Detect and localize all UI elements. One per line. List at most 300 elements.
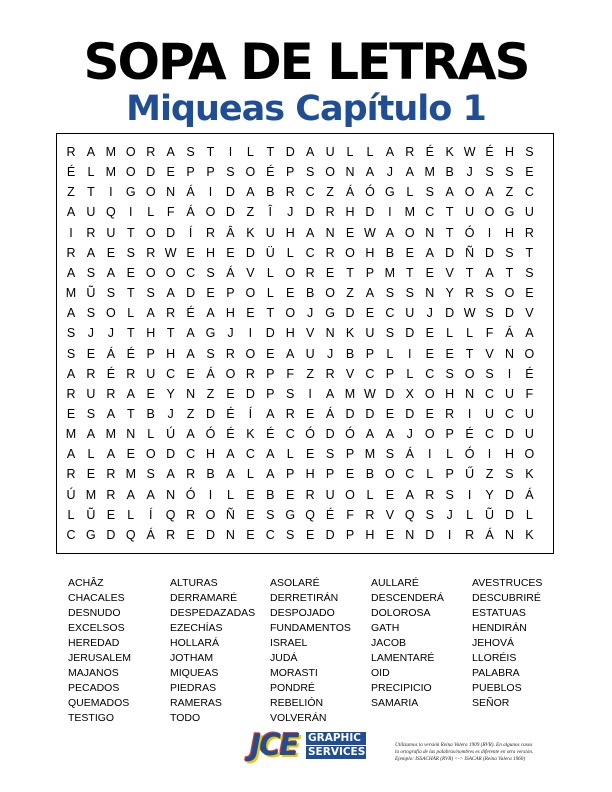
grid-cell[interactable]: A xyxy=(405,487,414,502)
grid-cell[interactable]: Ó xyxy=(205,427,216,442)
grid-cell[interactable]: Ó xyxy=(185,487,196,502)
grid-cell[interactable]: N xyxy=(166,185,176,200)
grid-cell[interactable]: S xyxy=(385,326,395,341)
grid-cell[interactable]: O xyxy=(325,165,335,180)
grid-cell[interactable]: Ű xyxy=(465,467,475,482)
grid-cell[interactable]: Á xyxy=(485,527,494,542)
grid-cell[interactable]: G xyxy=(125,185,136,200)
grid-cell[interactable]: N xyxy=(186,386,196,401)
grid-cell[interactable]: W xyxy=(164,245,177,260)
grid-cell[interactable]: Á xyxy=(206,366,215,381)
grid-cell[interactable]: C xyxy=(524,185,534,200)
grid-cell[interactable]: O xyxy=(245,286,256,301)
grid-cell[interactable]: K xyxy=(246,427,255,442)
grid-cell[interactable]: O xyxy=(245,165,256,180)
grid-cell[interactable]: A xyxy=(445,185,454,200)
grid-cell[interactable]: E xyxy=(385,487,395,502)
grid-cell[interactable]: P xyxy=(146,346,155,361)
grid-cell[interactable]: E xyxy=(86,346,96,361)
grid-cell[interactable]: Á xyxy=(146,527,155,542)
grid-cell[interactable]: W xyxy=(364,225,376,240)
grid-cell[interactable]: L xyxy=(67,507,75,522)
grid-cell[interactable]: Q xyxy=(125,527,136,542)
grid-cell[interactable]: A xyxy=(385,427,395,442)
grid-cell[interactable]: D xyxy=(305,205,315,220)
grid-cell[interactable]: A xyxy=(266,467,275,482)
grid-cell[interactable]: Q xyxy=(165,507,176,522)
grid-cell[interactable]: R xyxy=(305,265,315,280)
grid-cell[interactable]: E xyxy=(166,165,175,180)
grid-cell[interactable]: A xyxy=(166,145,175,159)
grid-cell[interactable]: É xyxy=(325,507,335,522)
grid-cell[interactable]: Í xyxy=(248,406,253,421)
grid-cell[interactable]: S xyxy=(485,366,494,381)
grid-cell[interactable]: J xyxy=(386,165,393,180)
grid-cell[interactable]: C xyxy=(245,447,255,462)
grid-cell[interactable]: A xyxy=(266,447,275,462)
grid-cell[interactable]: N xyxy=(425,225,435,240)
grid-cell[interactable]: W xyxy=(463,145,476,159)
grid-cell[interactable]: E xyxy=(186,366,195,381)
grid-cell[interactable]: E xyxy=(186,245,195,260)
grid-cell[interactable]: É xyxy=(226,427,235,442)
grid-cell[interactable]: C xyxy=(66,527,76,542)
grid-cell[interactable]: R xyxy=(325,245,335,260)
grid-cell[interactable]: D xyxy=(325,427,335,442)
grid-cell[interactable]: U xyxy=(524,427,534,442)
grid-cell[interactable]: R xyxy=(186,467,196,482)
grid-cell[interactable]: B xyxy=(445,165,454,180)
grid-cell[interactable]: H xyxy=(445,386,455,401)
grid-cell[interactable]: P xyxy=(286,165,295,180)
grid-cell[interactable]: T xyxy=(206,145,215,159)
grid-cell[interactable]: F xyxy=(525,386,534,401)
grid-cell[interactable]: L xyxy=(226,487,234,502)
grid-cell[interactable]: J xyxy=(287,205,294,220)
grid-cell[interactable]: T xyxy=(266,145,275,159)
grid-cell[interactable]: I xyxy=(487,447,492,462)
grid-cell[interactable]: X xyxy=(405,386,414,401)
grid-cell[interactable]: V xyxy=(525,306,534,321)
grid-cell[interactable]: O xyxy=(345,245,355,260)
grid-cell[interactable]: K xyxy=(525,467,534,482)
grid-cell[interactable]: A xyxy=(126,386,135,401)
grid-cell[interactable]: L xyxy=(346,145,354,159)
grid-cell[interactable]: N xyxy=(504,346,514,361)
grid-cell[interactable]: A xyxy=(146,487,155,502)
grid-cell[interactable]: R xyxy=(465,527,475,542)
grid-cell[interactable]: T xyxy=(346,265,354,280)
grid-cell[interactable]: N xyxy=(126,427,136,442)
grid-cell[interactable]: H xyxy=(504,447,514,462)
grid-cell[interactable]: Â xyxy=(226,225,235,240)
grid-cell[interactable]: C xyxy=(485,386,495,401)
grid-cell[interactable]: Z xyxy=(206,386,215,401)
grid-cell[interactable]: I xyxy=(69,225,73,240)
grid-cell[interactable]: D xyxy=(225,205,235,220)
grid-cell[interactable]: A xyxy=(425,245,434,260)
grid-cell[interactable]: Z xyxy=(246,205,255,220)
grid-cell[interactable]: O xyxy=(464,185,475,200)
grid-cell[interactable]: O xyxy=(145,185,156,200)
grid-cell[interactable]: N xyxy=(405,527,415,542)
grid-cell[interactable]: Ó xyxy=(365,185,375,200)
grid-cell[interactable]: O xyxy=(385,467,395,482)
grid-cell[interactable]: P xyxy=(325,467,335,482)
grid-cell[interactable]: V xyxy=(345,366,355,381)
grid-cell[interactable]: D xyxy=(425,527,435,542)
grid-cell[interactable]: P xyxy=(266,386,275,401)
grid-cell[interactable]: J xyxy=(167,406,174,421)
grid-cell[interactable]: E xyxy=(305,406,315,421)
grid-cell[interactable]: A xyxy=(66,306,76,321)
grid-cell[interactable]: E xyxy=(365,306,375,321)
grid-cell[interactable]: E xyxy=(106,507,116,522)
grid-cell[interactable]: P xyxy=(206,165,215,180)
grid-cell[interactable]: S xyxy=(266,507,275,522)
grid-cell[interactable]: A xyxy=(365,286,375,301)
grid-cell[interactable]: Y xyxy=(166,386,175,401)
grid-cell[interactable]: D xyxy=(225,185,235,200)
grid-cell[interactable]: D xyxy=(365,406,375,421)
grid-cell[interactable]: L xyxy=(525,507,533,522)
grid-cell[interactable]: R xyxy=(106,386,116,401)
grid-cell[interactable]: E xyxy=(405,245,414,260)
grid-cell[interactable]: Z xyxy=(67,185,75,200)
grid-cell[interactable]: A xyxy=(106,447,116,462)
grid-cell[interactable]: M xyxy=(344,386,356,401)
grid-cell[interactable]: R xyxy=(285,185,295,200)
grid-cell[interactable]: O xyxy=(125,145,136,159)
grid-cell[interactable]: I xyxy=(208,185,213,200)
grid-cell[interactable]: E xyxy=(246,306,255,321)
grid-cell[interactable]: A xyxy=(66,447,76,462)
grid-cell[interactable]: B xyxy=(206,467,215,482)
grid-cell[interactable]: R xyxy=(106,467,116,482)
grid-cell[interactable]: M xyxy=(85,487,97,502)
grid-cell[interactable]: S xyxy=(66,326,76,341)
grid-cell[interactable]: A xyxy=(186,427,195,442)
grid-cell[interactable]: J xyxy=(466,165,473,180)
grid-cell[interactable]: I xyxy=(388,205,392,220)
grid-cell[interactable]: S xyxy=(485,165,494,180)
grid-cell[interactable]: O xyxy=(464,366,475,381)
grid-cell[interactable]: Z xyxy=(306,366,314,381)
grid-cell[interactable]: O xyxy=(245,346,256,361)
grid-cell[interactable]: U xyxy=(265,225,275,240)
grid-cell[interactable]: O xyxy=(285,265,296,280)
grid-cell[interactable]: T xyxy=(445,225,454,240)
grid-cell[interactable]: E xyxy=(226,386,235,401)
grid-cell[interactable]: H xyxy=(365,527,375,542)
grid-cell[interactable]: M xyxy=(404,205,415,220)
grid-cell[interactable]: R xyxy=(365,507,375,522)
grid-cell[interactable]: O xyxy=(345,487,355,502)
grid-cell[interactable]: L xyxy=(366,145,374,159)
grid-cell[interactable]: U xyxy=(325,145,335,159)
grid-cell[interactable]: S xyxy=(126,245,135,260)
grid-cell[interactable]: P xyxy=(345,447,355,462)
grid-cell[interactable]: Á xyxy=(525,487,534,502)
grid-cell[interactable]: R xyxy=(465,286,475,301)
grid-cell[interactable]: É xyxy=(266,165,275,180)
grid-cell[interactable]: Ó xyxy=(464,447,475,462)
grid-cell[interactable]: C xyxy=(425,205,435,220)
grid-cell[interactable]: J xyxy=(227,326,234,341)
grid-cell[interactable]: C xyxy=(305,185,315,200)
grid-cell[interactable]: E xyxy=(186,527,195,542)
grid-cell[interactable]: A xyxy=(305,225,315,240)
grid-cell[interactable]: I xyxy=(248,326,253,341)
grid-cell[interactable]: V xyxy=(246,265,255,280)
grid-cell[interactable]: Á xyxy=(186,185,195,200)
grid-cell[interactable]: T xyxy=(87,185,95,200)
grid-cell[interactable]: A xyxy=(66,265,76,280)
grid-cell[interactable]: E xyxy=(106,245,116,260)
grid-cell[interactable]: R xyxy=(325,366,335,381)
grid-cell[interactable]: F xyxy=(346,507,354,522)
grid-cell[interactable]: S xyxy=(86,306,96,321)
grid-cell[interactable]: D xyxy=(205,406,216,421)
grid-cell[interactable]: C xyxy=(425,366,435,381)
grid-cell[interactable]: U xyxy=(524,406,534,421)
grid-cell[interactable]: O xyxy=(504,286,515,301)
grid-cell[interactable]: E xyxy=(246,487,255,502)
grid-cell[interactable]: M xyxy=(105,427,117,442)
grid-cell[interactable]: J xyxy=(307,306,314,321)
grid-cell[interactable]: S xyxy=(485,306,494,321)
grid-cell[interactable]: E xyxy=(226,245,235,260)
grid-cell[interactable]: I xyxy=(487,225,492,240)
grid-cell[interactable]: Ñ xyxy=(225,507,235,522)
grid-cell[interactable]: L xyxy=(127,507,135,522)
grid-cell[interactable]: A xyxy=(66,366,76,381)
grid-cell[interactable]: H xyxy=(285,225,295,240)
grid-cell[interactable]: E xyxy=(425,406,434,421)
grid-cell[interactable]: M xyxy=(364,447,376,462)
grid-cell[interactable]: O xyxy=(105,306,116,321)
grid-cell[interactable]: J xyxy=(426,306,433,321)
grid-cell[interactable]: A xyxy=(385,225,395,240)
grid-cell[interactable]: Ñ xyxy=(465,245,475,260)
grid-cell[interactable]: S xyxy=(385,286,395,301)
grid-cell[interactable]: Z xyxy=(326,185,334,200)
grid-cell[interactable]: J xyxy=(446,507,453,522)
grid-cell[interactable]: S xyxy=(445,366,454,381)
grid-cell[interactable]: A xyxy=(66,205,76,220)
grid-cell[interactable]: Q xyxy=(305,507,316,522)
grid-cell[interactable]: R xyxy=(66,467,76,482)
grid-cell[interactable]: F xyxy=(485,326,494,341)
grid-cell[interactable]: E xyxy=(345,225,355,240)
grid-cell[interactable]: P xyxy=(266,366,275,381)
grid-cell[interactable]: S xyxy=(445,487,454,502)
grid-cell[interactable]: R xyxy=(285,406,295,421)
grid-cell[interactable]: U xyxy=(405,306,415,321)
grid-cell[interactable]: D xyxy=(325,527,335,542)
grid-cell[interactable]: E xyxy=(66,406,76,421)
grid-cell[interactable]: A xyxy=(206,306,215,321)
grid-cell[interactable]: D xyxy=(245,386,255,401)
grid-cell[interactable]: F xyxy=(286,366,295,381)
grid-cell[interactable]: C xyxy=(405,467,415,482)
grid-cell[interactable]: U xyxy=(485,406,495,421)
grid-cell[interactable]: O xyxy=(404,225,415,240)
grid-cell[interactable]: B xyxy=(266,185,275,200)
grid-cell[interactable]: A xyxy=(166,467,175,482)
grid-cell[interactable]: R xyxy=(245,366,255,381)
grid-cell[interactable]: É xyxy=(226,406,235,421)
grid-cell[interactable]: A xyxy=(106,265,116,280)
grid-cell[interactable]: T xyxy=(126,286,135,301)
grid-cell[interactable]: I xyxy=(467,406,472,421)
grid-cell[interactable]: T xyxy=(405,265,414,280)
grid-cell[interactable]: N xyxy=(325,326,335,341)
grid-cell[interactable]: S xyxy=(405,286,414,301)
grid-cell[interactable]: E xyxy=(525,286,534,301)
grid-cell[interactable]: D xyxy=(504,487,514,502)
grid-cell[interactable]: A xyxy=(266,406,275,421)
grid-cell[interactable]: E xyxy=(86,467,96,482)
grid-cell[interactable]: G xyxy=(285,507,296,522)
grid-cell[interactable]: É xyxy=(465,427,474,442)
grid-cell[interactable]: D xyxy=(345,306,355,321)
grid-cell[interactable]: A xyxy=(86,245,96,260)
grid-cell[interactable]: R xyxy=(445,406,455,421)
grid-cell[interactable]: B xyxy=(365,467,375,482)
grid-cell[interactable]: R xyxy=(86,225,96,240)
grid-cell[interactable]: O xyxy=(424,386,435,401)
grid-cell[interactable]: T xyxy=(465,265,474,280)
grid-cell[interactable]: Y xyxy=(485,487,494,502)
grid-cell[interactable]: R xyxy=(225,346,235,361)
grid-cell[interactable]: D xyxy=(485,245,495,260)
grid-cell[interactable]: U xyxy=(106,225,116,240)
grid-cell[interactable]: E xyxy=(425,265,434,280)
grid-cell[interactable]: E xyxy=(345,467,355,482)
grid-cell[interactable]: S xyxy=(286,527,295,542)
grid-cell[interactable]: C xyxy=(305,245,315,260)
grid-cell[interactable]: Á xyxy=(505,326,514,341)
grid-cell[interactable]: R xyxy=(305,487,315,502)
grid-cell[interactable]: A xyxy=(305,145,315,159)
grid-cell[interactable]: L xyxy=(87,165,95,180)
grid-cell[interactable]: G xyxy=(86,527,96,542)
grid-cell[interactable]: U xyxy=(146,366,156,381)
grid-cell[interactable]: Y xyxy=(445,286,454,301)
grid-cell[interactable]: H xyxy=(205,447,216,462)
grid-cell[interactable]: L xyxy=(386,346,394,361)
grid-cell[interactable]: E xyxy=(425,326,434,341)
grid-cell[interactable]: W xyxy=(364,386,376,401)
grid-cell[interactable]: L xyxy=(266,286,274,301)
grid-cell[interactable]: E xyxy=(445,346,454,361)
grid-cell[interactable]: R xyxy=(524,225,534,240)
grid-cell[interactable]: Ũ xyxy=(485,507,495,522)
grid-cell[interactable]: C xyxy=(166,366,176,381)
grid-cell[interactable]: C xyxy=(385,306,395,321)
grid-cell[interactable]: A xyxy=(186,346,195,361)
grid-cell[interactable]: S xyxy=(86,265,96,280)
grid-cell[interactable]: W xyxy=(463,306,476,321)
grid-cell[interactable]: S xyxy=(505,165,514,180)
grid-cell[interactable]: V xyxy=(385,507,395,522)
grid-cell[interactable]: U xyxy=(365,326,375,341)
grid-cell[interactable]: G xyxy=(504,205,515,220)
grid-cell[interactable]: D xyxy=(445,306,455,321)
grid-cell[interactable]: D xyxy=(205,527,216,542)
grid-cell[interactable]: C xyxy=(485,427,495,442)
grid-cell[interactable]: L xyxy=(127,306,135,321)
grid-cell[interactable]: N xyxy=(225,527,235,542)
grid-cell[interactable]: A xyxy=(146,306,155,321)
grid-cell[interactable]: A xyxy=(186,326,195,341)
grid-cell[interactable]: E xyxy=(385,527,395,542)
grid-cell[interactable]: L xyxy=(246,467,254,482)
grid-cell[interactable]: A xyxy=(485,185,494,200)
grid-cell[interactable]: G xyxy=(385,185,395,200)
grid-cell[interactable]: P xyxy=(385,366,395,381)
grid-cell[interactable]: R xyxy=(325,205,335,220)
grid-cell[interactable]: Ũ xyxy=(86,507,96,522)
grid-cell[interactable]: A xyxy=(405,165,414,180)
grid-cell[interactable]: N xyxy=(166,487,176,502)
grid-cell[interactable]: B xyxy=(385,245,395,260)
grid-cell[interactable]: Z xyxy=(505,185,514,200)
grid-cell[interactable]: O xyxy=(205,205,216,220)
grid-cell[interactable]: Z xyxy=(186,406,195,421)
grid-cell[interactable]: S xyxy=(226,165,235,180)
grid-cell[interactable]: D xyxy=(106,527,116,542)
grid-cell[interactable]: T xyxy=(525,245,534,260)
grid-cell[interactable]: L xyxy=(446,447,454,462)
grid-cell[interactable]: Á xyxy=(325,406,335,421)
grid-cell[interactable]: D xyxy=(186,286,196,301)
grid-cell[interactable]: I xyxy=(308,386,312,401)
grid-cell[interactable]: J xyxy=(326,346,334,361)
grid-cell[interactable]: É xyxy=(266,427,275,442)
grid-cell[interactable]: E xyxy=(425,346,434,361)
grid-cell[interactable]: M xyxy=(65,286,77,301)
grid-cell[interactable]: A xyxy=(166,286,175,301)
grid-cell[interactable]: I xyxy=(447,527,452,542)
grid-cell[interactable]: L xyxy=(147,205,155,220)
grid-cell[interactable]: É xyxy=(106,366,116,381)
grid-cell[interactable]: N xyxy=(465,386,475,401)
grid-cell[interactable]: L xyxy=(366,487,374,502)
grid-cell[interactable]: J xyxy=(406,427,413,442)
grid-cell[interactable]: R xyxy=(425,487,435,502)
grid-cell[interactable]: R xyxy=(205,225,216,240)
grid-cell[interactable]: Á xyxy=(226,265,235,280)
grid-cell[interactable]: S xyxy=(505,245,514,260)
grid-cell[interactable]: Ú xyxy=(66,487,76,502)
grid-cell[interactable]: Z xyxy=(485,467,494,482)
grid-cell[interactable]: G xyxy=(205,326,216,341)
grid-cell[interactable]: D xyxy=(405,406,415,421)
grid-cell[interactable]: É xyxy=(485,145,494,159)
grid-cell[interactable]: C xyxy=(365,366,375,381)
grid-cell[interactable]: D xyxy=(405,326,415,341)
grid-cell[interactable]: E xyxy=(286,286,295,301)
grid-cell[interactable]: S xyxy=(525,145,534,159)
grid-cell[interactable]: O xyxy=(145,265,156,280)
grid-cell[interactable]: Ó xyxy=(464,225,475,240)
grid-cell[interactable]: Í xyxy=(148,507,153,522)
grid-cell[interactable]: K xyxy=(525,527,534,542)
grid-cell[interactable]: R xyxy=(66,386,76,401)
grid-cell[interactable]: U xyxy=(325,487,335,502)
